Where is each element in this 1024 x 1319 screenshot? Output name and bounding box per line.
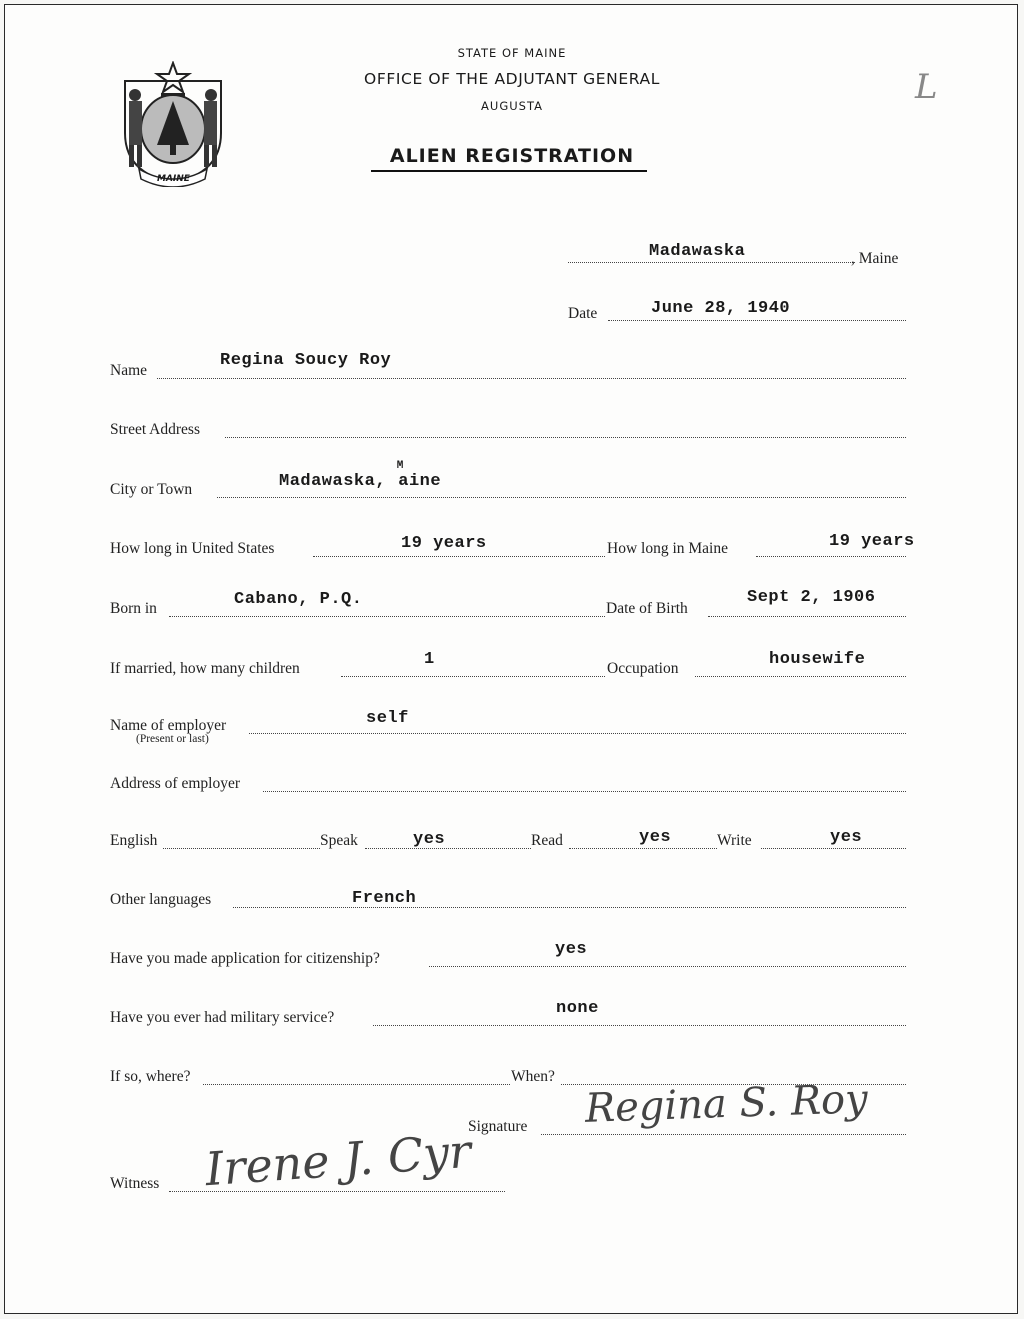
english-line — [163, 848, 320, 849]
military-label: Have you ever had military service? — [110, 1009, 335, 1026]
occupation-label: Occupation — [607, 660, 679, 677]
other-languages-label: Other languages — [110, 891, 212, 908]
header-office: OFFICE OF THE ADJUTANT GENERAL — [364, 70, 660, 88]
witness-value: Irene J. Cyr — [203, 1123, 473, 1197]
when-label: When? — [511, 1068, 555, 1085]
children-value: 1 — [424, 650, 435, 669]
witness-label: Witness — [110, 1175, 160, 1192]
citizenship-label: Have you made application for citizenship? — [110, 950, 380, 967]
children-line — [341, 676, 605, 677]
name-label: Name — [110, 362, 148, 379]
date-label: Date — [568, 305, 598, 322]
occupation-value: housewife — [769, 650, 866, 669]
street-label: Street Address — [110, 421, 200, 438]
born-in-label: Born in — [110, 600, 157, 617]
speak-label: Speak — [320, 832, 358, 849]
read-value: yes — [639, 828, 672, 847]
other-languages-line — [233, 907, 906, 908]
street-line — [225, 437, 906, 438]
name-line — [157, 378, 906, 379]
where-label: If so, where? — [110, 1068, 191, 1085]
name-value: Regina Soucy Roy — [220, 351, 392, 370]
citizenship-value: yes — [555, 940, 588, 959]
corner-mark: L — [915, 67, 938, 107]
date-line — [608, 320, 906, 321]
city-correction: M — [396, 460, 404, 472]
signature-value: Regina S. Roy — [584, 1076, 869, 1132]
signature-label: Signature — [468, 1118, 528, 1135]
speak-line — [365, 848, 531, 849]
occupation-line — [695, 676, 906, 677]
born-in-value: Cabano, P.Q. — [234, 590, 363, 609]
registration-form — [4, 4, 1018, 1314]
how-long-us-line — [313, 556, 605, 557]
military-line — [373, 1025, 906, 1026]
seal-banner-text: MAINE — [157, 174, 190, 184]
employer-line — [249, 733, 906, 734]
how-long-us-value: 19 years — [401, 534, 487, 553]
header-state: STATE OF MAINE — [457, 46, 567, 60]
city-value: Madawaska, M aine — [279, 460, 442, 491]
city-line — [217, 497, 906, 498]
how-long-maine-line — [756, 556, 906, 557]
employer-address-line — [263, 791, 906, 792]
title-underline — [371, 170, 647, 172]
dob-label: Date of Birth — [606, 600, 688, 617]
employer-address-label: Address of employer — [110, 775, 240, 792]
military-value: none — [556, 999, 599, 1018]
write-label: Write — [717, 832, 752, 849]
citizenship-line — [429, 966, 906, 967]
employer-sublabel: (Present or last) — [136, 733, 209, 745]
read-line — [569, 848, 717, 849]
write-line — [761, 848, 906, 849]
read-label: Read — [531, 832, 563, 849]
employer-label: Name of employer — [110, 717, 227, 734]
english-label: English — [110, 832, 158, 849]
city-label: City or Town — [110, 481, 193, 498]
signature-line — [541, 1134, 906, 1135]
dob-value: Sept 2, 1906 — [747, 588, 876, 607]
speak-value: yes — [413, 830, 446, 849]
how-long-maine-value: 19 years — [829, 532, 915, 551]
form-title: ALIEN REGISTRATION — [389, 145, 635, 167]
employer-value: self — [366, 709, 409, 728]
born-in-line — [169, 616, 605, 617]
how-long-us-label: How long in United States — [110, 540, 275, 557]
date-value: June 28, 1940 — [651, 299, 791, 318]
children-label: If married, how many children — [110, 660, 300, 677]
dob-line — [708, 616, 906, 617]
write-value: yes — [830, 828, 863, 847]
place-suffix: , Maine — [851, 250, 899, 267]
where-line — [203, 1084, 510, 1085]
other-languages-value: French — [352, 889, 417, 908]
header-city: AUGUSTA — [481, 99, 543, 113]
how-long-maine-label: How long in Maine — [607, 540, 728, 557]
place-value: Madawaska — [649, 242, 746, 261]
place-line — [568, 262, 855, 263]
